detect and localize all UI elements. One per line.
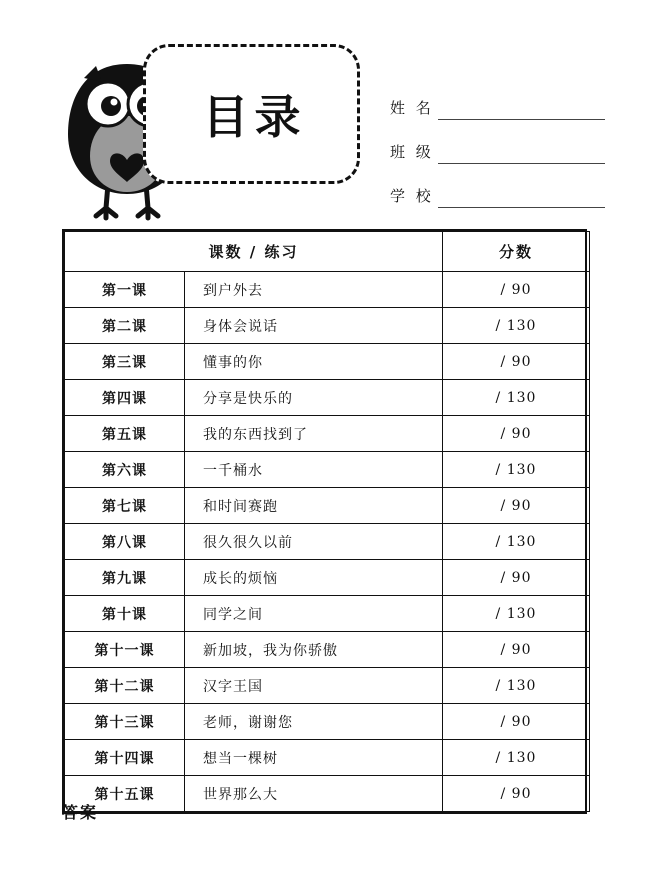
lesson-score: / 130	[443, 452, 590, 488]
lesson-score: / 90	[443, 488, 590, 524]
class-field-input[interactable]	[438, 146, 605, 164]
lesson-title: 分享是快乐的	[185, 380, 443, 416]
school-field-label: 学 校	[390, 187, 434, 205]
lesson-score: / 130	[443, 596, 590, 632]
lesson-number: 第一课	[65, 272, 185, 308]
lesson-title: 同学之间	[185, 596, 443, 632]
student-info-fields	[390, 76, 605, 208]
field-row-name	[390, 76, 605, 120]
table-row	[65, 776, 590, 812]
lesson-number: 第六课	[65, 452, 185, 488]
lesson-title: 懂事的你	[185, 344, 443, 380]
table-row	[65, 416, 590, 452]
page-title: 目录	[202, 90, 307, 144]
answers-label: 答案	[62, 803, 99, 822]
table-header-row	[65, 232, 590, 272]
school-field-input[interactable]	[438, 190, 605, 208]
table-row	[65, 632, 590, 668]
lesson-title: 成长的烦恼	[185, 560, 443, 596]
lesson-score: / 90	[443, 416, 590, 452]
lesson-score: / 90	[443, 272, 590, 308]
lesson-score: / 90	[443, 344, 590, 380]
lesson-title: 一千桶水	[185, 452, 443, 488]
lesson-score: / 90	[443, 560, 590, 596]
table-row	[65, 380, 590, 416]
name-field-input[interactable]	[438, 102, 605, 120]
lesson-score: / 130	[443, 668, 590, 704]
column-header-score: 分数	[443, 232, 590, 272]
contents-table	[62, 229, 587, 814]
table-row	[65, 704, 590, 740]
field-row-class	[390, 120, 605, 164]
lesson-number: 第十四课	[65, 740, 185, 776]
lesson-title: 很久很久以前	[185, 524, 443, 560]
lesson-title: 我的东西找到了	[185, 416, 443, 452]
lesson-number: 第五课	[65, 416, 185, 452]
lesson-number: 第七课	[65, 488, 185, 524]
lesson-title: 身体会说话	[185, 308, 443, 344]
table-row	[65, 740, 590, 776]
lesson-title: 和时间赛跑	[185, 488, 443, 524]
title-bubble	[143, 44, 360, 184]
page-header	[0, 34, 650, 204]
lesson-title: 新加坡，我为你骄傲	[185, 632, 443, 668]
lesson-score: / 90	[443, 704, 590, 740]
table-row	[65, 452, 590, 488]
class-field-label: 班 级	[390, 143, 434, 161]
lesson-title: 汉字王国	[185, 668, 443, 704]
lesson-number: 第十一课	[65, 632, 185, 668]
lesson-score: / 130	[443, 308, 590, 344]
lesson-number: 第九课	[65, 560, 185, 596]
lesson-title: 想当一棵树	[185, 740, 443, 776]
table-row	[65, 596, 590, 632]
table-row	[65, 272, 590, 308]
table-row	[65, 488, 590, 524]
table-row	[65, 524, 590, 560]
lesson-number: 第二课	[65, 308, 185, 344]
lesson-number: 第三课	[65, 344, 185, 380]
lesson-score: / 130	[443, 524, 590, 560]
table-row	[65, 560, 590, 596]
lesson-number: 第十二课	[65, 668, 185, 704]
lesson-score: / 90	[443, 776, 590, 812]
table-row	[65, 308, 590, 344]
lesson-title: 世界那么大	[185, 776, 443, 812]
field-row-school	[390, 164, 605, 208]
lesson-title: 到户外去	[185, 272, 443, 308]
lesson-score: / 90	[443, 632, 590, 668]
lesson-score: / 130	[443, 740, 590, 776]
table-row	[65, 344, 590, 380]
name-field-label: 姓 名	[390, 99, 434, 117]
lesson-score: / 130	[443, 380, 590, 416]
lesson-number: 第十课	[65, 596, 185, 632]
lesson-number: 第十五课	[65, 776, 185, 812]
lesson-number: 第十三课	[65, 704, 185, 740]
lesson-number: 第八课	[65, 524, 185, 560]
lesson-title: 老师，谢谢您	[185, 704, 443, 740]
column-header-lessons: 课数 / 练习	[65, 232, 443, 272]
lesson-number: 第四课	[65, 380, 185, 416]
table-row	[65, 668, 590, 704]
